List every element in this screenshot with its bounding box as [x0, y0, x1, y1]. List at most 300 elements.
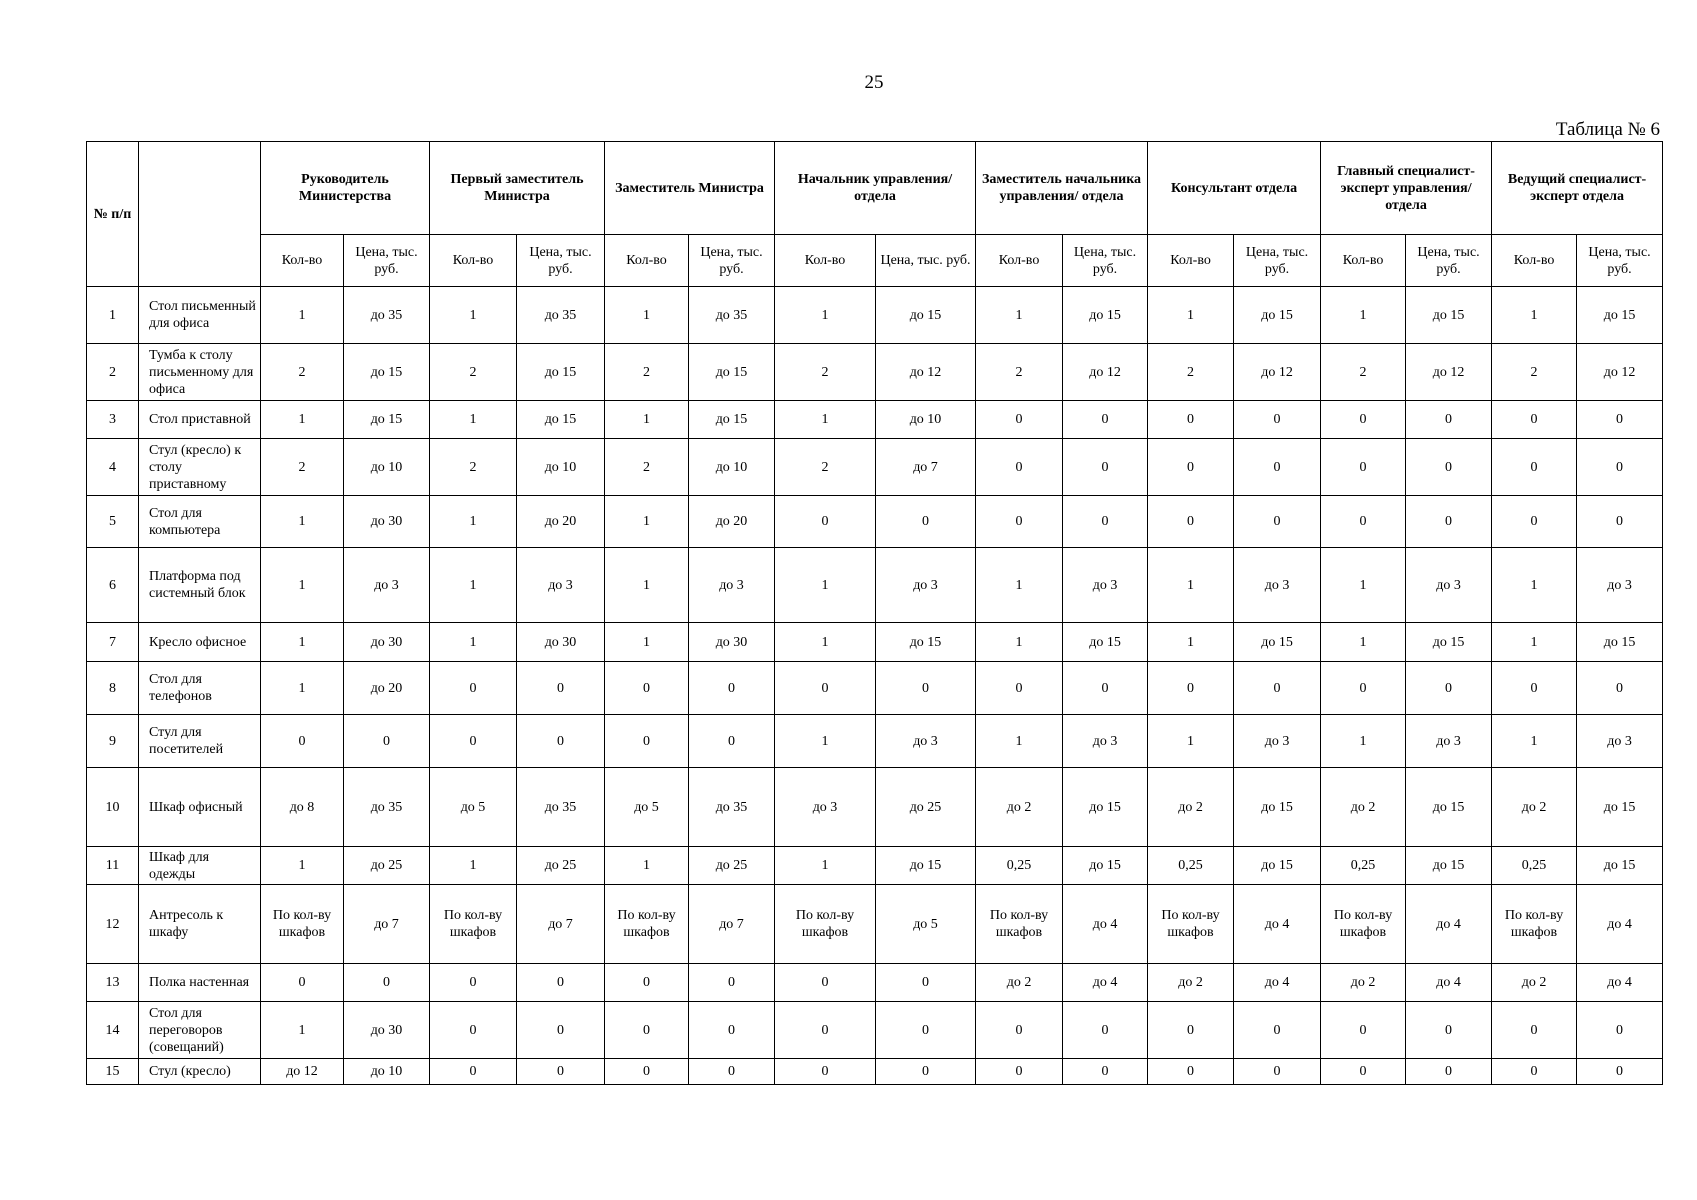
qty-cell: 0: [1148, 1059, 1234, 1085]
qty-cell: до 5: [430, 768, 517, 847]
qty-cell: 2: [605, 439, 689, 496]
price-cell: до 12: [876, 344, 976, 401]
price-cell: 0: [1234, 662, 1321, 715]
header-price: Цена, тыс. руб.: [876, 235, 976, 287]
qty-cell: 0: [605, 1002, 689, 1059]
table-row: [87, 768, 1663, 847]
row-number: 10: [87, 768, 139, 847]
qty-cell: 1: [1492, 548, 1577, 623]
qty-cell: 0: [1492, 439, 1577, 496]
qty-cell: 1: [775, 287, 876, 344]
price-cell: до 35: [689, 768, 775, 847]
header-qty: Кол-во: [1321, 235, 1406, 287]
price-cell: до 7: [876, 439, 976, 496]
price-cell: до 15: [517, 401, 605, 439]
price-cell: до 15: [1063, 768, 1148, 847]
qty-cell: 1: [605, 401, 689, 439]
qty-cell: 1: [605, 287, 689, 344]
item-name: Тумба к столу письменному для офиса: [139, 344, 261, 401]
price-cell: 0: [1406, 662, 1492, 715]
header-price: Цена, тыс. руб.: [344, 235, 430, 287]
row-number: 9: [87, 715, 139, 768]
qty-cell: 0: [261, 715, 344, 768]
header-position: Консультант отдела: [1148, 142, 1321, 235]
price-cell: до 15: [517, 344, 605, 401]
header-qty: Кол-во: [1148, 235, 1234, 287]
price-cell: до 15: [1063, 287, 1148, 344]
qty-cell: 2: [976, 344, 1063, 401]
price-cell: до 15: [1406, 623, 1492, 662]
price-cell: 0: [689, 662, 775, 715]
qty-cell: 0: [976, 1059, 1063, 1085]
row-number: 3: [87, 401, 139, 439]
row-number: 7: [87, 623, 139, 662]
price-cell: 0: [1234, 439, 1321, 496]
header-position: Первый заместитель Министра: [430, 142, 605, 235]
price-cell: 0: [689, 1059, 775, 1085]
qty-cell: 0,25: [976, 847, 1063, 885]
qty-cell: 1: [261, 401, 344, 439]
qty-cell: до 8: [261, 768, 344, 847]
price-cell: 0: [1063, 1002, 1148, 1059]
price-cell: до 25: [689, 847, 775, 885]
qty-cell: 0: [1492, 1002, 1577, 1059]
price-cell: 0: [1063, 496, 1148, 548]
header-qty: Кол-во: [261, 235, 344, 287]
price-cell: до 3: [1063, 715, 1148, 768]
qty-cell: 1: [1321, 548, 1406, 623]
qty-cell: 1: [1148, 623, 1234, 662]
qty-cell: 2: [775, 344, 876, 401]
item-name: Полка настенная: [139, 964, 261, 1002]
row-number: 8: [87, 662, 139, 715]
qty-cell: до 2: [1492, 768, 1577, 847]
qty-cell: до 2: [1148, 768, 1234, 847]
price-cell: до 30: [517, 623, 605, 662]
qty-cell: 1: [976, 623, 1063, 662]
row-number: 2: [87, 344, 139, 401]
table-caption: Таблица № 6: [1555, 119, 1660, 140]
qty-cell: 2: [1148, 344, 1234, 401]
price-cell: до 3: [1577, 548, 1663, 623]
row-number: 6: [87, 548, 139, 623]
price-cell: 0: [1234, 1002, 1321, 1059]
price-cell: до 30: [344, 1002, 430, 1059]
price-cell: до 15: [1577, 847, 1663, 885]
qty-cell: По кол-ву шкафов: [1148, 885, 1234, 964]
qty-cell: 0: [1492, 401, 1577, 439]
header-name: [139, 142, 261, 287]
price-cell: до 15: [1234, 768, 1321, 847]
price-cell: 0: [1063, 1059, 1148, 1085]
qty-cell: 1: [1321, 715, 1406, 768]
table-row: [87, 1059, 1663, 1085]
price-cell: 0: [876, 496, 976, 548]
price-cell: 0: [689, 964, 775, 1002]
price-cell: до 3: [1577, 715, 1663, 768]
qty-cell: 0: [775, 662, 876, 715]
price-cell: до 35: [344, 768, 430, 847]
qty-cell: 2: [1492, 344, 1577, 401]
header-row-sub: [87, 235, 1663, 287]
table-row: [87, 885, 1663, 964]
price-cell: 0: [1406, 401, 1492, 439]
qty-cell: 0: [605, 964, 689, 1002]
item-name: Стол для телефонов: [139, 662, 261, 715]
price-cell: до 15: [1063, 623, 1148, 662]
price-cell: до 30: [344, 496, 430, 548]
qty-cell: По кол-ву шкафов: [1321, 885, 1406, 964]
header-position: Руководитель Министерства: [261, 142, 430, 235]
item-name: Антресоль к шкафу: [139, 885, 261, 964]
price-cell: до 15: [689, 401, 775, 439]
header-price: Цена, тыс. руб.: [1406, 235, 1492, 287]
qty-cell: 1: [775, 847, 876, 885]
qty-cell: 1: [775, 548, 876, 623]
qty-cell: 1: [1321, 623, 1406, 662]
qty-cell: 1: [605, 548, 689, 623]
price-cell: до 4: [1577, 964, 1663, 1002]
item-name: Шкаф офисный: [139, 768, 261, 847]
qty-cell: 0: [775, 1002, 876, 1059]
qty-cell: 1: [605, 623, 689, 662]
qty-cell: 0: [1321, 401, 1406, 439]
table-row: [87, 623, 1663, 662]
price-cell: 0: [1234, 496, 1321, 548]
qty-cell: 2: [430, 439, 517, 496]
item-name: Стул (кресло) к столу приставному: [139, 439, 261, 496]
price-cell: 0: [689, 715, 775, 768]
price-cell: до 4: [1234, 885, 1321, 964]
qty-cell: 0: [430, 1002, 517, 1059]
qty-cell: до 2: [976, 768, 1063, 847]
price-cell: до 15: [1577, 287, 1663, 344]
price-cell: 0: [1406, 1059, 1492, 1085]
qty-cell: 0: [976, 439, 1063, 496]
qty-cell: 0: [430, 715, 517, 768]
price-cell: до 3: [517, 548, 605, 623]
qty-cell: 0: [605, 1059, 689, 1085]
header-position: Начальник управления/ отдела: [775, 142, 976, 235]
table-row: [87, 662, 1663, 715]
qty-cell: 0: [1148, 496, 1234, 548]
qty-cell: 1: [430, 401, 517, 439]
header-position: Ведущий специалист-эксперт отдела: [1492, 142, 1663, 235]
price-cell: до 3: [1406, 548, 1492, 623]
qty-cell: 0,25: [1321, 847, 1406, 885]
qty-cell: 0: [976, 1002, 1063, 1059]
qty-cell: до 12: [261, 1059, 344, 1085]
item-name: Платформа под системный блок: [139, 548, 261, 623]
item-name: Стул (кресло): [139, 1059, 261, 1085]
header-qty: Кол-во: [605, 235, 689, 287]
qty-cell: 1: [261, 548, 344, 623]
price-cell: 0: [1577, 1059, 1663, 1085]
qty-cell: 0: [1148, 662, 1234, 715]
price-cell: 0: [1577, 662, 1663, 715]
qty-cell: до 3: [775, 768, 876, 847]
qty-cell: 1: [261, 496, 344, 548]
qty-cell: 1: [261, 623, 344, 662]
price-cell: до 5: [876, 885, 976, 964]
row-number: 12: [87, 885, 139, 964]
qty-cell: 1: [976, 287, 1063, 344]
price-cell: до 35: [689, 287, 775, 344]
table-row: [87, 439, 1663, 496]
qty-cell: 0: [1321, 662, 1406, 715]
price-cell: 0: [1234, 401, 1321, 439]
price-cell: 0: [1577, 496, 1663, 548]
row-number: 5: [87, 496, 139, 548]
price-cell: 0: [1577, 439, 1663, 496]
table-row: [87, 847, 1663, 885]
qty-cell: 1: [430, 847, 517, 885]
qty-cell: 1: [430, 623, 517, 662]
price-cell: до 10: [876, 401, 976, 439]
item-name: Стол для компьютера: [139, 496, 261, 548]
qty-cell: 0: [976, 496, 1063, 548]
qty-cell: 1: [1492, 287, 1577, 344]
price-cell: до 15: [344, 344, 430, 401]
price-cell: до 4: [1406, 964, 1492, 1002]
price-cell: до 3: [1234, 548, 1321, 623]
price-cell: до 25: [517, 847, 605, 885]
price-cell: 0: [876, 662, 976, 715]
price-cell: 0: [517, 1059, 605, 1085]
price-cell: до 10: [689, 439, 775, 496]
header-row-positions: [87, 142, 1663, 235]
price-cell: до 3: [1234, 715, 1321, 768]
price-cell: 0: [1063, 401, 1148, 439]
qty-cell: 0: [1148, 439, 1234, 496]
qty-cell: 2: [430, 344, 517, 401]
qty-cell: до 2: [1148, 964, 1234, 1002]
qty-cell: 0: [1321, 1002, 1406, 1059]
price-cell: до 3: [344, 548, 430, 623]
qty-cell: 1: [261, 847, 344, 885]
price-cell: до 15: [1234, 287, 1321, 344]
item-name: Стол письменный для офиса: [139, 287, 261, 344]
price-cell: до 10: [517, 439, 605, 496]
price-cell: до 3: [876, 548, 976, 623]
qty-cell: 1: [1148, 715, 1234, 768]
qty-cell: 0: [775, 1059, 876, 1085]
price-cell: до 3: [876, 715, 976, 768]
qty-cell: 1: [261, 662, 344, 715]
qty-cell: По кол-ву шкафов: [261, 885, 344, 964]
qty-cell: 1: [775, 401, 876, 439]
qty-cell: 0: [261, 964, 344, 1002]
price-cell: до 35: [517, 287, 605, 344]
qty-cell: 0: [976, 662, 1063, 715]
table-row: [87, 964, 1663, 1002]
item-name: Шкаф для одежды: [139, 847, 261, 885]
qty-cell: 1: [775, 623, 876, 662]
price-cell: до 15: [876, 623, 976, 662]
row-number: 15: [87, 1059, 139, 1085]
table-body: [87, 287, 1663, 1085]
price-cell: до 20: [689, 496, 775, 548]
qty-cell: 2: [605, 344, 689, 401]
price-cell: до 15: [1063, 847, 1148, 885]
price-cell: до 15: [1406, 768, 1492, 847]
page-number: 25: [864, 72, 884, 93]
price-cell: до 12: [1406, 344, 1492, 401]
price-cell: 0: [1234, 1059, 1321, 1085]
header-price: Цена, тыс. руб.: [517, 235, 605, 287]
item-name: Стул для посетителей: [139, 715, 261, 768]
price-cell: 0: [517, 964, 605, 1002]
price-cell: до 15: [689, 344, 775, 401]
qty-cell: По кол-ву шкафов: [775, 885, 876, 964]
price-cell: до 3: [1063, 548, 1148, 623]
qty-cell: 0: [430, 662, 517, 715]
header-qty: Кол-во: [775, 235, 876, 287]
qty-cell: 0: [605, 662, 689, 715]
price-cell: до 15: [876, 847, 976, 885]
qty-cell: 1: [261, 1002, 344, 1059]
qty-cell: 1: [1148, 287, 1234, 344]
price-cell: до 3: [1406, 715, 1492, 768]
price-cell: до 12: [1234, 344, 1321, 401]
header-price: Цена, тыс. руб.: [1577, 235, 1663, 287]
item-name: Стол приставной: [139, 401, 261, 439]
price-cell: 0: [1063, 662, 1148, 715]
qty-cell: до 2: [1321, 964, 1406, 1002]
qty-cell: По кол-ву шкафов: [605, 885, 689, 964]
qty-cell: до 5: [605, 768, 689, 847]
row-number: 11: [87, 847, 139, 885]
qty-cell: 1: [976, 715, 1063, 768]
price-cell: до 15: [1234, 847, 1321, 885]
price-cell: до 15: [1577, 768, 1663, 847]
qty-cell: 0: [1148, 401, 1234, 439]
table-row: [87, 496, 1663, 548]
header-position: Главный специалист-эксперт управления/ отдела: [1321, 142, 1492, 235]
price-cell: 0: [1577, 401, 1663, 439]
qty-cell: 2: [261, 344, 344, 401]
qty-cell: 1: [976, 548, 1063, 623]
price-cell: до 12: [1063, 344, 1148, 401]
qty-cell: 1: [605, 847, 689, 885]
row-number: 14: [87, 1002, 139, 1059]
price-cell: до 4: [1406, 885, 1492, 964]
qty-cell: 1: [261, 287, 344, 344]
qty-cell: По кол-ву шкафов: [430, 885, 517, 964]
table-row: [87, 401, 1663, 439]
qty-cell: 0: [1148, 1002, 1234, 1059]
header-price: Цена, тыс. руб.: [1234, 235, 1321, 287]
qty-cell: 0: [1321, 1059, 1406, 1085]
header-num: № п/п: [87, 142, 139, 287]
header-price: Цена, тыс. руб.: [1063, 235, 1148, 287]
price-cell: 0: [517, 715, 605, 768]
row-number: 4: [87, 439, 139, 496]
qty-cell: 1: [430, 548, 517, 623]
qty-cell: до 2: [1321, 768, 1406, 847]
price-cell: до 10: [344, 1059, 430, 1085]
qty-cell: По кол-ву шкафов: [976, 885, 1063, 964]
price-cell: до 4: [1063, 964, 1148, 1002]
price-cell: до 20: [344, 662, 430, 715]
row-number: 1: [87, 287, 139, 344]
price-cell: 0: [876, 1002, 976, 1059]
table-row: [87, 344, 1663, 401]
price-cell: 0: [344, 964, 430, 1002]
price-cell: до 15: [344, 401, 430, 439]
qty-cell: 1: [430, 496, 517, 548]
qty-cell: 0,25: [1492, 847, 1577, 885]
price-cell: до 30: [689, 623, 775, 662]
price-cell: до 15: [1577, 623, 1663, 662]
price-cell: до 4: [1063, 885, 1148, 964]
price-cell: до 25: [344, 847, 430, 885]
price-cell: до 15: [1406, 847, 1492, 885]
qty-cell: 1: [1492, 623, 1577, 662]
item-name: Стол для переговоров (совещаний): [139, 1002, 261, 1059]
qty-cell: 0: [1321, 439, 1406, 496]
qty-cell: 0: [430, 1059, 517, 1085]
price-cell: 0: [344, 715, 430, 768]
header-qty: Кол-во: [1492, 235, 1577, 287]
price-cell: 0: [517, 1002, 605, 1059]
table-row: [87, 1002, 1663, 1059]
qty-cell: 0: [1492, 1059, 1577, 1085]
header-qty: Кол-во: [976, 235, 1063, 287]
qty-cell: 1: [430, 287, 517, 344]
price-cell: 0: [1577, 1002, 1663, 1059]
price-cell: до 3: [689, 548, 775, 623]
price-cell: до 20: [517, 496, 605, 548]
qty-cell: до 2: [1492, 964, 1577, 1002]
price-cell: 0: [1406, 439, 1492, 496]
price-cell: до 15: [1234, 623, 1321, 662]
qty-cell: 0: [1492, 496, 1577, 548]
header-price: Цена, тыс. руб.: [689, 235, 775, 287]
price-cell: до 35: [344, 287, 430, 344]
qty-cell: 1: [1148, 548, 1234, 623]
table-row: [87, 548, 1663, 623]
price-cell: до 30: [344, 623, 430, 662]
header-qty: Кол-во: [430, 235, 517, 287]
price-cell: до 15: [1406, 287, 1492, 344]
table-row: [87, 715, 1663, 768]
price-cell: 0: [876, 964, 976, 1002]
qty-cell: 0: [775, 496, 876, 548]
qty-cell: 0,25: [1148, 847, 1234, 885]
qty-cell: 0: [1492, 662, 1577, 715]
furniture-norms-table: [86, 141, 1663, 1085]
price-cell: до 7: [689, 885, 775, 964]
price-cell: до 15: [876, 287, 976, 344]
price-cell: 0: [689, 1002, 775, 1059]
qty-cell: 0: [775, 964, 876, 1002]
qty-cell: 1: [1321, 287, 1406, 344]
header-position: Заместитель Министра: [605, 142, 775, 235]
qty-cell: 0: [976, 401, 1063, 439]
price-cell: до 7: [517, 885, 605, 964]
price-cell: 0: [876, 1059, 976, 1085]
qty-cell: 2: [775, 439, 876, 496]
header-position: Заместитель начальника управления/ отдела: [976, 142, 1148, 235]
price-cell: 0: [517, 662, 605, 715]
table-row: [87, 287, 1663, 344]
price-cell: до 10: [344, 439, 430, 496]
price-cell: до 25: [876, 768, 976, 847]
qty-cell: до 2: [976, 964, 1063, 1002]
qty-cell: 1: [605, 496, 689, 548]
price-cell: до 35: [517, 768, 605, 847]
